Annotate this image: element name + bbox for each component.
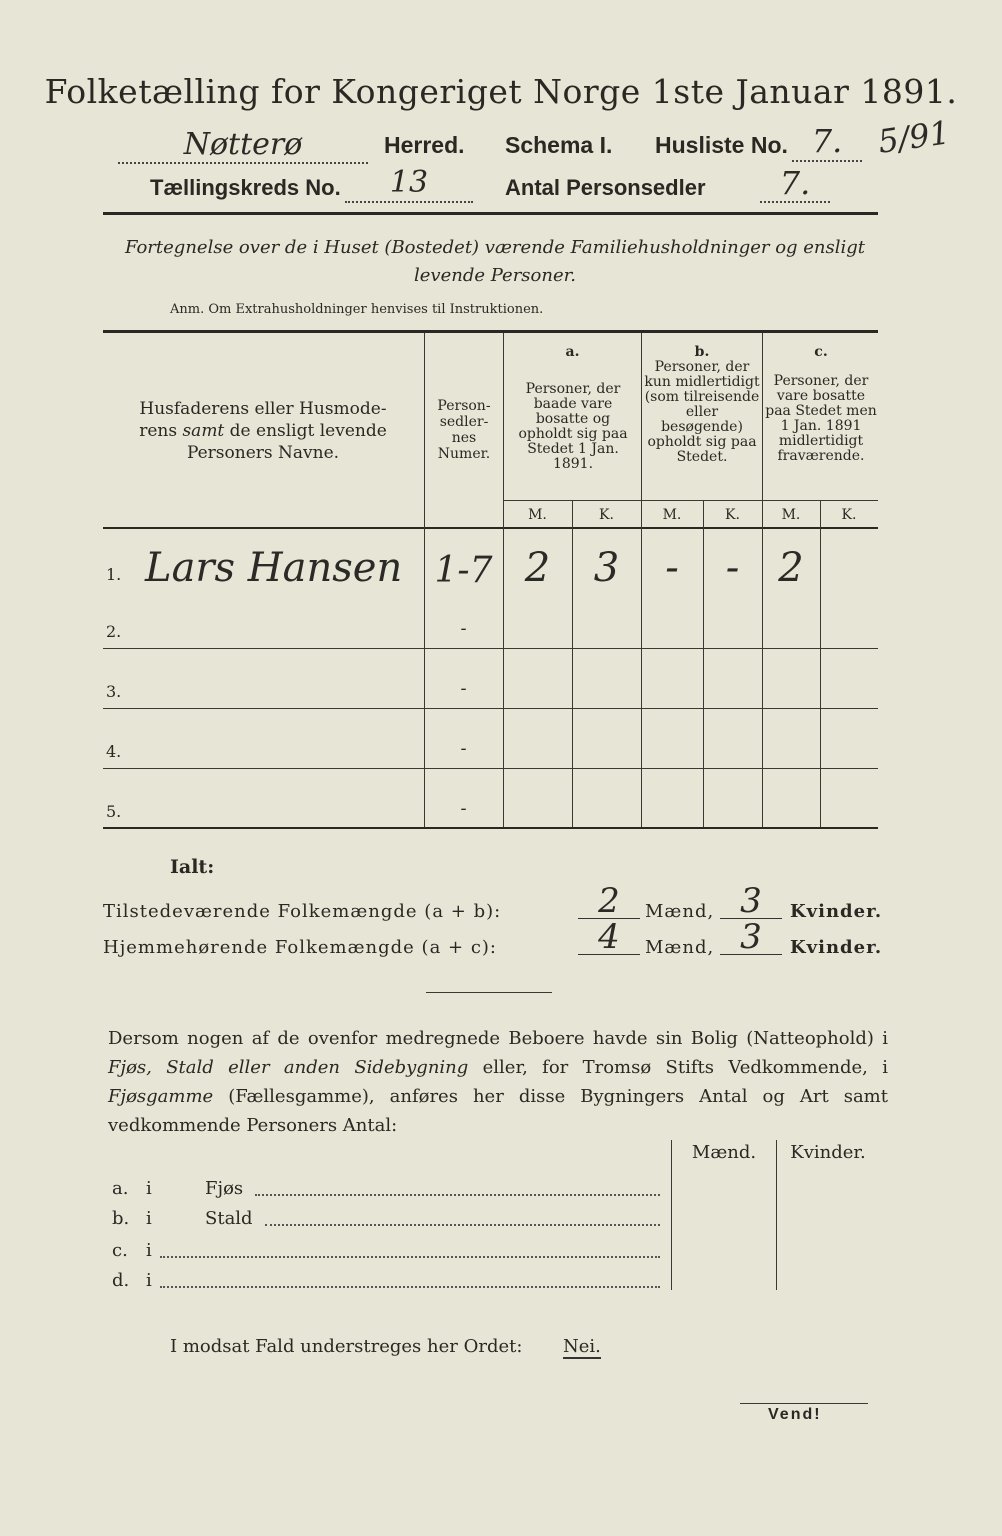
buildings-col-kvinder: Kvinder. [790, 1142, 866, 1163]
row-4-number: 4. [106, 742, 122, 761]
total-resident-men: 4 [578, 920, 640, 955]
col-b-text: Personer, der kun midlertidigt (som tilreisende eller besøgende) opholdt sig paa Stedet. [644, 359, 760, 465]
total-present-women: 3 [720, 884, 782, 919]
row-1-b-m: - [665, 545, 679, 591]
intro-line2: levende Personer. [414, 265, 576, 286]
row-1-number: 1. [106, 565, 122, 584]
building-c-letter: c. [112, 1240, 128, 1261]
building-paragraph: Dersom nogen af de ovenfor medregnede Beboere havde sin Bolig (Natteophold) i Fjøs, Stald eller anden Sidebygning eller, for Tromsø Stifts Vedkommende, i Fjøsgamme (Fællesgamme), anføres her disse Bygningers Antal og Art samt vedkommende Personers Antal: [108, 1028, 888, 1136]
header-rule [103, 212, 878, 215]
kreds-label: Tællingskreds No. [150, 175, 341, 200]
modsat-text: I modsat Fald understreges her Ordet: [170, 1336, 523, 1357]
kreds-value: 13 [345, 165, 473, 203]
row-line-2 [103, 708, 878, 709]
row-1-c-m: 2 [778, 545, 804, 591]
section-divider [426, 992, 552, 993]
col-c-k: K. [841, 507, 857, 523]
building-a-dots [255, 1194, 660, 1196]
building-d-letter: d. [112, 1270, 130, 1291]
row-2-sedler: - [460, 618, 467, 639]
row-1-b-k: - [725, 545, 740, 591]
building-b-label: Stald [205, 1208, 253, 1229]
intro-line1: Fortegnelse over de i Huset (Bostedet) værende Familiehusholdninger og ensligt [124, 237, 866, 258]
antal-value: 7. [760, 165, 830, 203]
herred-value: Nøtterø [118, 128, 368, 164]
vend-label: Vend! [768, 1406, 822, 1423]
schema-label: Schema I. [505, 132, 613, 158]
row-2-number: 2. [106, 622, 122, 641]
ialt-label: Ialt: [170, 856, 215, 878]
building-b-letter: b. [112, 1208, 130, 1229]
building-a-letter: a. [112, 1178, 129, 1199]
building-c-i: i [146, 1240, 152, 1261]
col-header-number: Person- sedler- nes Numer. [437, 398, 491, 462]
row-1-a-k: 3 [593, 545, 620, 591]
total-present-men: 2 [578, 884, 640, 919]
mk-top-line [503, 500, 878, 501]
total-resident-label: Hjemmehørende Folkemængde (a + c): [103, 937, 497, 958]
buildings-col-maend: Mænd. [691, 1142, 757, 1163]
antal-label: Antal Personsedler [505, 175, 706, 200]
building-c-dots [160, 1256, 660, 1258]
table-bottom-rule [103, 827, 878, 829]
row-4-sedler: - [460, 738, 467, 759]
total-present-kvinder: Kvinder. [790, 901, 883, 922]
building-a-i: i [146, 1178, 152, 1199]
row-3-sedler: - [460, 678, 467, 699]
col-c-letter: c. [814, 344, 828, 360]
row-5-sedler: - [460, 798, 467, 819]
total-resident-maend: Mænd, [645, 937, 715, 958]
col-line-c-split [820, 500, 821, 828]
vend-rule [740, 1403, 868, 1404]
col-c-m: M. [781, 507, 801, 523]
anm-note: Anm. Om Extrahusholdninger henvises til Instruktionen. [170, 302, 544, 317]
row-5-number: 5. [106, 802, 122, 821]
husliste-value: 7. [792, 122, 862, 162]
margin-note: 5/91 [875, 113, 953, 161]
col-b-letter: b. [694, 344, 710, 360]
row-1-a-m: 2 [524, 545, 551, 591]
nei-word: Nei. [563, 1336, 601, 1357]
buildings-col-line-2 [776, 1140, 777, 1290]
building-b-dots [265, 1224, 660, 1226]
building-d-i: i [146, 1270, 152, 1291]
col-a-text: Personer, der baade vare bosatte og opholdt sig paa Stedet 1 Jan. 1891. [518, 381, 628, 472]
total-resident-women: 3 [720, 920, 782, 955]
form-title: Folketælling for Kongeriget Norge 1ste Januar 1891. [44, 72, 958, 111]
col-b-m: M. [662, 507, 682, 523]
building-a-label: Fjøs [205, 1178, 244, 1199]
col-b-k: K. [725, 507, 740, 523]
intro-text [100, 234, 890, 290]
col-header-name: Husfaderens eller Husmode- rens samt de ensligt levende Personers Navne. [139, 399, 387, 463]
col-a-m: M. [528, 507, 547, 523]
row-1-name: Lars Hansen [145, 545, 403, 591]
col-c-text: Personer, der vare bosatte paa Stedet men 1 Jan. 1891 midlertidigt fraværende. [765, 373, 877, 464]
building-d-dots [160, 1286, 660, 1288]
row-line-3 [103, 768, 878, 769]
total-present-label: Tilstedeværende Folkemængde (a + b): [103, 901, 502, 922]
row-line-1 [103, 648, 878, 649]
total-resident-kvinder: Kvinder. [790, 937, 883, 958]
col-a-k: K. [599, 507, 614, 523]
row-1-sedler: 1-7 [434, 550, 493, 591]
total-present-maend: Mænd, [645, 901, 715, 922]
building-b-i: i [146, 1208, 152, 1229]
row-3-number: 3. [106, 682, 122, 701]
husliste-label: Husliste No. [655, 132, 788, 158]
herred-label: Herred. [384, 132, 465, 158]
col-a-letter: a. [565, 344, 580, 360]
